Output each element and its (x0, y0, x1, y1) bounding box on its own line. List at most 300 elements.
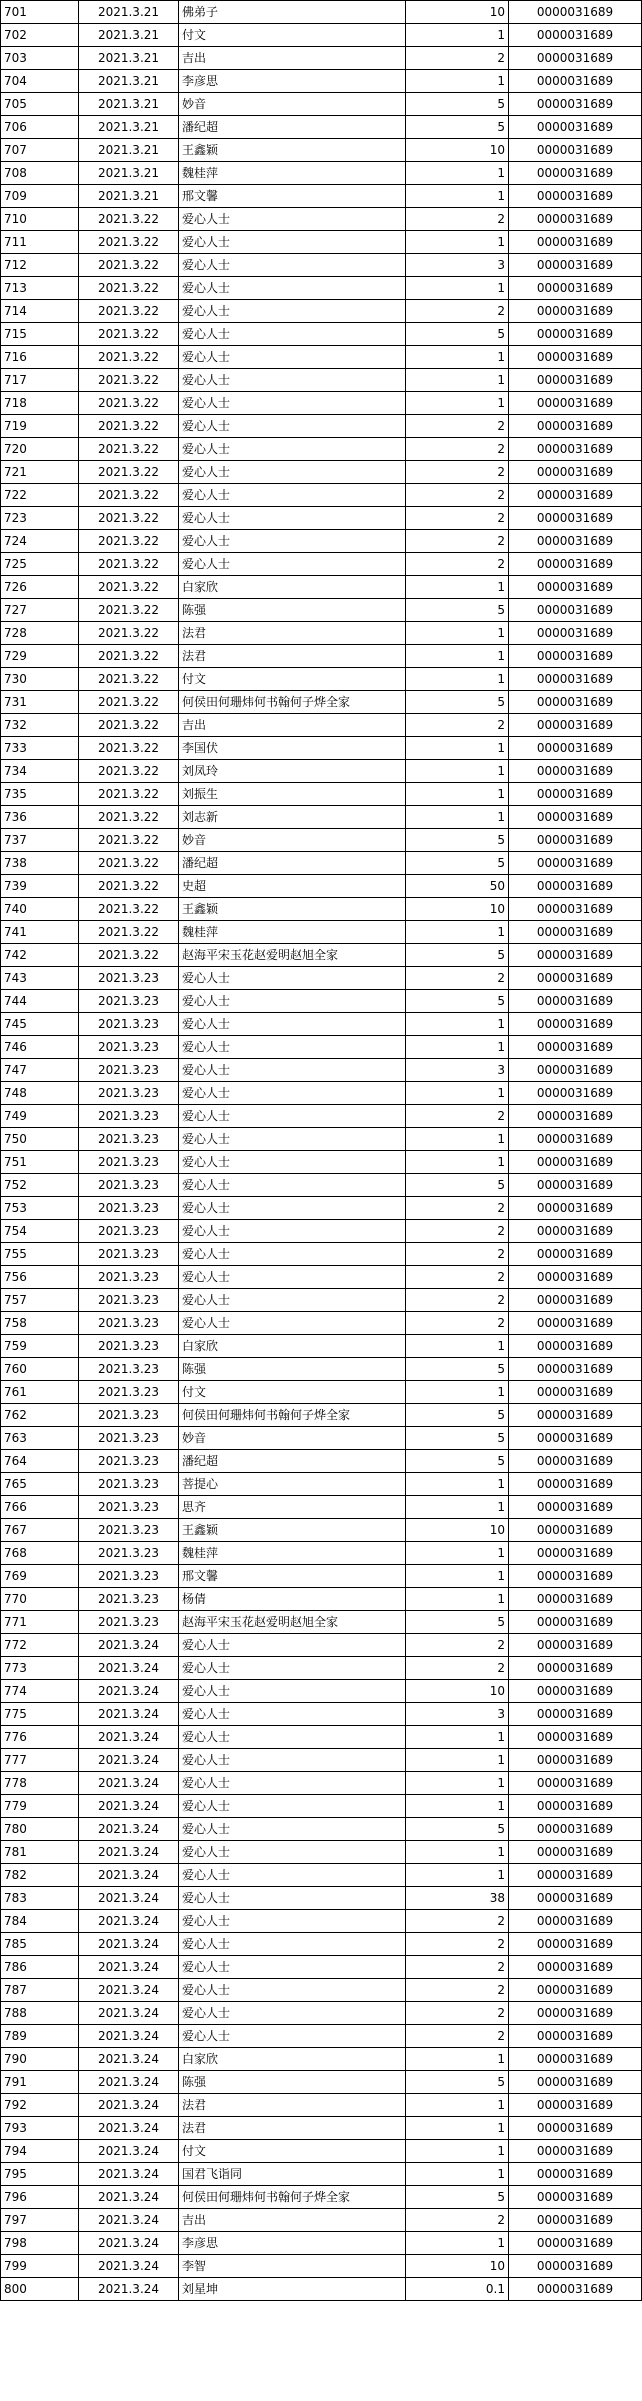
amount-cell: 1 (406, 1542, 509, 1565)
donor-name-cell: 陈强 (179, 599, 406, 622)
date-cell: 2021.3.22 (79, 323, 179, 346)
table-row (1, 1358, 642, 1381)
amount-cell: 5 (406, 829, 509, 852)
table-row (1, 1289, 642, 1312)
table-row (1, 70, 642, 93)
donor-name-cell: 陈强 (179, 2071, 406, 2094)
donor-name-cell: 爱心人士 (179, 2002, 406, 2025)
donor-name-cell: 爱心人士 (179, 2025, 406, 2048)
row-number-cell: 704 (1, 70, 79, 93)
date-cell: 2021.3.23 (79, 1082, 179, 1105)
amount-cell: 1 (406, 1082, 509, 1105)
date-cell: 2021.3.22 (79, 760, 179, 783)
donor-name-cell: 潘纪超 (179, 852, 406, 875)
row-number-cell: 766 (1, 1496, 79, 1519)
account-cell: 0000031689 (509, 1036, 642, 1059)
account-cell: 0000031689 (509, 438, 642, 461)
date-cell: 2021.3.24 (79, 1864, 179, 1887)
table-row (1, 346, 642, 369)
amount-cell: 2 (406, 300, 509, 323)
amount-cell: 1 (406, 2117, 509, 2140)
row-number-cell: 791 (1, 2071, 79, 2094)
account-cell: 0000031689 (509, 668, 642, 691)
table-row (1, 1703, 642, 1726)
date-cell: 2021.3.23 (79, 1013, 179, 1036)
row-number-cell: 715 (1, 323, 79, 346)
table-row (1, 162, 642, 185)
account-cell: 0000031689 (509, 829, 642, 852)
row-number-cell: 769 (1, 1565, 79, 1588)
amount-cell: 38 (406, 1887, 509, 1910)
donor-name-cell: 爱心人士 (179, 1910, 406, 1933)
donor-name-cell: 魏桂萍 (179, 921, 406, 944)
table-row (1, 714, 642, 737)
amount-cell: 2 (406, 2209, 509, 2232)
table-row (1, 208, 642, 231)
date-cell: 2021.3.22 (79, 208, 179, 231)
donor-name-cell: 何侯田何珊炜何书翰何子烨全家 (179, 2186, 406, 2209)
donor-name-cell: 赵海平宋玉花赵爱明赵旭全家 (179, 944, 406, 967)
table-row (1, 254, 642, 277)
amount-cell: 2 (406, 1933, 509, 1956)
amount-cell: 2 (406, 1266, 509, 1289)
account-cell: 0000031689 (509, 2186, 642, 2209)
row-number-cell: 708 (1, 162, 79, 185)
amount-cell: 5 (406, 1427, 509, 1450)
row-number-cell: 744 (1, 990, 79, 1013)
donor-name-cell: 刘凤玲 (179, 760, 406, 783)
donor-name-cell: 爱心人士 (179, 1243, 406, 1266)
donor-name-cell: 妙音 (179, 93, 406, 116)
amount-cell: 1 (406, 1036, 509, 1059)
amount-cell: 2 (406, 530, 509, 553)
date-cell: 2021.3.22 (79, 277, 179, 300)
donor-name-cell: 爱心人士 (179, 1036, 406, 1059)
donor-name-cell: 法君 (179, 645, 406, 668)
donor-name-cell: 爱心人士 (179, 1726, 406, 1749)
account-cell: 0000031689 (509, 2232, 642, 2255)
table-row (1, 1680, 642, 1703)
row-number-cell: 754 (1, 1220, 79, 1243)
amount-cell: 5 (406, 2186, 509, 2209)
table-row (1, 1887, 642, 1910)
row-number-cell: 795 (1, 2163, 79, 2186)
account-cell: 0000031689 (509, 2163, 642, 2186)
account-cell: 0000031689 (509, 1519, 642, 1542)
date-cell: 2021.3.24 (79, 2163, 179, 2186)
table-row (1, 484, 642, 507)
date-cell: 2021.3.21 (79, 93, 179, 116)
row-number-cell: 780 (1, 1818, 79, 1841)
row-number-cell: 737 (1, 829, 79, 852)
table-row (1, 277, 642, 300)
date-cell: 2021.3.22 (79, 691, 179, 714)
date-cell: 2021.3.23 (79, 1542, 179, 1565)
donor-name-cell: 邢文馨 (179, 1565, 406, 1588)
date-cell: 2021.3.24 (79, 2048, 179, 2071)
row-number-cell: 753 (1, 1197, 79, 1220)
account-cell: 0000031689 (509, 2071, 642, 2094)
row-number-cell: 734 (1, 760, 79, 783)
date-cell: 2021.3.22 (79, 898, 179, 921)
amount-cell: 2 (406, 714, 509, 737)
amount-cell: 10 (406, 1680, 509, 1703)
table-row (1, 2255, 642, 2278)
table-row (1, 2278, 642, 2301)
account-cell: 0000031689 (509, 254, 642, 277)
donor-name-cell: 爱心人士 (179, 392, 406, 415)
amount-cell: 1 (406, 645, 509, 668)
date-cell: 2021.3.24 (79, 1657, 179, 1680)
row-number-cell: 725 (1, 553, 79, 576)
amount-cell: 1 (406, 2163, 509, 2186)
date-cell: 2021.3.24 (79, 1887, 179, 1910)
amount-cell: 1 (406, 2232, 509, 2255)
row-number-cell: 751 (1, 1151, 79, 1174)
table-row (1, 530, 642, 553)
date-cell: 2021.3.22 (79, 254, 179, 277)
account-cell: 0000031689 (509, 185, 642, 208)
account-cell: 0000031689 (509, 1956, 642, 1979)
amount-cell: 1 (406, 806, 509, 829)
donor-name-cell: 爱心人士 (179, 1657, 406, 1680)
row-number-cell: 757 (1, 1289, 79, 1312)
date-cell: 2021.3.22 (79, 530, 179, 553)
row-number-cell: 742 (1, 944, 79, 967)
account-cell: 0000031689 (509, 1450, 642, 1473)
amount-cell: 2 (406, 1910, 509, 1933)
table-row (1, 2025, 642, 2048)
row-number-cell: 774 (1, 1680, 79, 1703)
account-cell: 0000031689 (509, 576, 642, 599)
amount-cell: 50 (406, 875, 509, 898)
account-cell: 0000031689 (509, 1404, 642, 1427)
table-row (1, 1174, 642, 1197)
table-row (1, 967, 642, 990)
amount-cell: 1 (406, 760, 509, 783)
row-number-cell: 728 (1, 622, 79, 645)
table-row (1, 139, 642, 162)
date-cell: 2021.3.22 (79, 576, 179, 599)
row-number-cell: 760 (1, 1358, 79, 1381)
amount-cell: 1 (406, 1772, 509, 1795)
date-cell: 2021.3.21 (79, 139, 179, 162)
row-number-cell: 718 (1, 392, 79, 415)
donor-name-cell: 爱心人士 (179, 1703, 406, 1726)
ledger-body (1, 1, 642, 2301)
table-row (1, 116, 642, 139)
donor-name-cell: 爱心人士 (179, 323, 406, 346)
row-number-cell: 775 (1, 1703, 79, 1726)
donor-name-cell: 爱心人士 (179, 231, 406, 254)
table-row (1, 507, 642, 530)
table-row (1, 944, 642, 967)
row-number-cell: 788 (1, 2002, 79, 2025)
amount-cell: 5 (406, 116, 509, 139)
donor-name-cell: 妙音 (179, 829, 406, 852)
donor-name-cell: 爱心人士 (179, 415, 406, 438)
donor-name-cell: 爱心人士 (179, 1979, 406, 2002)
donor-name-cell: 吉出 (179, 47, 406, 70)
row-number-cell: 710 (1, 208, 79, 231)
account-cell: 0000031689 (509, 599, 642, 622)
date-cell: 2021.3.22 (79, 507, 179, 530)
donor-name-cell: 吉出 (179, 714, 406, 737)
account-cell: 0000031689 (509, 1358, 642, 1381)
donor-name-cell: 爱心人士 (179, 1151, 406, 1174)
table-row (1, 1059, 642, 1082)
account-cell: 0000031689 (509, 530, 642, 553)
amount-cell: 1 (406, 1841, 509, 1864)
table-row (1, 1542, 642, 1565)
donor-name-cell: 爱心人士 (179, 1634, 406, 1657)
amount-cell: 1 (406, 162, 509, 185)
account-cell: 0000031689 (509, 1128, 642, 1151)
date-cell: 2021.3.24 (79, 1634, 179, 1657)
amount-cell: 2 (406, 438, 509, 461)
row-number-cell: 779 (1, 1795, 79, 1818)
row-number-cell: 758 (1, 1312, 79, 1335)
date-cell: 2021.3.23 (79, 1105, 179, 1128)
amount-cell: 5 (406, 1818, 509, 1841)
account-cell: 0000031689 (509, 875, 642, 898)
table-row (1, 737, 642, 760)
donor-name-cell: 爱心人士 (179, 1059, 406, 1082)
row-number-cell: 741 (1, 921, 79, 944)
account-cell: 0000031689 (509, 1174, 642, 1197)
amount-cell: 1 (406, 2140, 509, 2163)
date-cell: 2021.3.23 (79, 1588, 179, 1611)
row-number-cell: 729 (1, 645, 79, 668)
donor-name-cell: 爱心人士 (179, 208, 406, 231)
account-cell: 0000031689 (509, 1013, 642, 1036)
table-row (1, 1266, 642, 1289)
date-cell: 2021.3.22 (79, 231, 179, 254)
row-number-cell: 740 (1, 898, 79, 921)
account-cell: 0000031689 (509, 1059, 642, 1082)
table-row (1, 806, 642, 829)
amount-cell: 1 (406, 1795, 509, 1818)
date-cell: 2021.3.24 (79, 1841, 179, 1864)
row-number-cell: 721 (1, 461, 79, 484)
account-cell: 0000031689 (509, 1841, 642, 1864)
row-number-cell: 730 (1, 668, 79, 691)
date-cell: 2021.3.23 (79, 1404, 179, 1427)
table-row (1, 2071, 642, 2094)
account-cell: 0000031689 (509, 300, 642, 323)
amount-cell: 2 (406, 461, 509, 484)
date-cell: 2021.3.23 (79, 1473, 179, 1496)
donor-name-cell: 李国伏 (179, 737, 406, 760)
date-cell: 2021.3.24 (79, 1772, 179, 1795)
date-cell: 2021.3.24 (79, 1818, 179, 1841)
account-cell: 0000031689 (509, 93, 642, 116)
row-number-cell: 782 (1, 1864, 79, 1887)
row-number-cell: 712 (1, 254, 79, 277)
date-cell: 2021.3.22 (79, 645, 179, 668)
donor-name-cell: 爱心人士 (179, 1841, 406, 1864)
row-number-cell: 797 (1, 2209, 79, 2232)
amount-cell: 2 (406, 1105, 509, 1128)
amount-cell: 5 (406, 990, 509, 1013)
donor-name-cell: 爱心人士 (179, 507, 406, 530)
row-number-cell: 711 (1, 231, 79, 254)
account-cell: 0000031689 (509, 2255, 642, 2278)
account-cell: 0000031689 (509, 1634, 642, 1657)
amount-cell: 5 (406, 1404, 509, 1427)
table-row (1, 1726, 642, 1749)
donor-name-cell: 爱心人士 (179, 1933, 406, 1956)
date-cell: 2021.3.22 (79, 392, 179, 415)
amount-cell: 1 (406, 1335, 509, 1358)
row-number-cell: 792 (1, 2094, 79, 2117)
amount-cell: 0.1 (406, 2278, 509, 2301)
account-cell: 0000031689 (509, 1703, 642, 1726)
account-cell: 0000031689 (509, 1611, 642, 1634)
donor-name-cell: 爱心人士 (179, 1680, 406, 1703)
account-cell: 0000031689 (509, 1795, 642, 1818)
row-number-cell: 787 (1, 1979, 79, 2002)
amount-cell: 2 (406, 1657, 509, 1680)
account-cell: 0000031689 (509, 2025, 642, 2048)
amount-cell: 1 (406, 921, 509, 944)
table-row (1, 2048, 642, 2071)
row-number-cell: 733 (1, 737, 79, 760)
date-cell: 2021.3.24 (79, 2140, 179, 2163)
date-cell: 2021.3.24 (79, 1726, 179, 1749)
account-cell: 0000031689 (509, 1680, 642, 1703)
amount-cell: 1 (406, 1864, 509, 1887)
table-row (1, 1657, 642, 1680)
donor-name-cell: 王鑫颖 (179, 139, 406, 162)
table-row (1, 852, 642, 875)
account-cell: 0000031689 (509, 1082, 642, 1105)
amount-cell: 1 (406, 185, 509, 208)
table-row (1, 2117, 642, 2140)
account-cell: 0000031689 (509, 1726, 642, 1749)
amount-cell: 1 (406, 783, 509, 806)
donor-name-cell: 陈强 (179, 1358, 406, 1381)
amount-cell: 5 (406, 1174, 509, 1197)
date-cell: 2021.3.21 (79, 70, 179, 93)
amount-cell: 2 (406, 2002, 509, 2025)
table-row (1, 185, 642, 208)
table-row (1, 2094, 642, 2117)
account-cell: 0000031689 (509, 760, 642, 783)
amount-cell: 3 (406, 1059, 509, 1082)
row-number-cell: 785 (1, 1933, 79, 1956)
table-row (1, 760, 642, 783)
date-cell: 2021.3.23 (79, 967, 179, 990)
amount-cell: 5 (406, 1358, 509, 1381)
row-number-cell: 771 (1, 1611, 79, 1634)
donor-name-cell: 爱心人士 (179, 484, 406, 507)
account-cell: 0000031689 (509, 1220, 642, 1243)
date-cell: 2021.3.24 (79, 2002, 179, 2025)
row-number-cell: 793 (1, 2117, 79, 2140)
row-number-cell: 796 (1, 2186, 79, 2209)
row-number-cell: 784 (1, 1910, 79, 1933)
donor-name-cell: 邢文馨 (179, 185, 406, 208)
account-cell: 0000031689 (509, 1243, 642, 1266)
date-cell: 2021.3.22 (79, 852, 179, 875)
donor-name-cell: 刘星坤 (179, 2278, 406, 2301)
account-cell: 0000031689 (509, 70, 642, 93)
table-row (1, 1082, 642, 1105)
account-cell: 0000031689 (509, 1335, 642, 1358)
account-cell: 0000031689 (509, 1473, 642, 1496)
account-cell: 0000031689 (509, 2094, 642, 2117)
table-row (1, 2232, 642, 2255)
donor-name-cell: 赵海平宋玉花赵爱明赵旭全家 (179, 1611, 406, 1634)
table-row (1, 415, 642, 438)
account-cell: 0000031689 (509, 2002, 642, 2025)
date-cell: 2021.3.22 (79, 553, 179, 576)
date-cell: 2021.3.24 (79, 2025, 179, 2048)
amount-cell: 5 (406, 1450, 509, 1473)
table-row (1, 1956, 642, 1979)
amount-cell: 1 (406, 1013, 509, 1036)
donor-name-cell: 爱心人士 (179, 1289, 406, 1312)
amount-cell: 3 (406, 1703, 509, 1726)
date-cell: 2021.3.22 (79, 921, 179, 944)
amount-cell: 1 (406, 1128, 509, 1151)
account-cell: 0000031689 (509, 1, 642, 24)
donor-name-cell: 何侯田何珊炜何书翰何子烨全家 (179, 691, 406, 714)
donor-name-cell: 爱心人士 (179, 277, 406, 300)
row-number-cell: 748 (1, 1082, 79, 1105)
row-number-cell: 716 (1, 346, 79, 369)
table-row (1, 553, 642, 576)
amount-cell: 1 (406, 1749, 509, 1772)
table-row (1, 47, 642, 70)
table-row (1, 921, 642, 944)
table-row (1, 1450, 642, 1473)
row-number-cell: 773 (1, 1657, 79, 1680)
date-cell: 2021.3.24 (79, 2232, 179, 2255)
amount-cell: 5 (406, 323, 509, 346)
date-cell: 2021.3.23 (79, 1496, 179, 1519)
account-cell: 0000031689 (509, 1818, 642, 1841)
account-cell: 0000031689 (509, 806, 642, 829)
account-cell: 0000031689 (509, 2117, 642, 2140)
donor-name-cell: 爱心人士 (179, 1749, 406, 1772)
amount-cell: 1 (406, 392, 509, 415)
date-cell: 2021.3.23 (79, 1266, 179, 1289)
table-row (1, 1335, 642, 1358)
row-number-cell: 767 (1, 1519, 79, 1542)
row-number-cell: 765 (1, 1473, 79, 1496)
amount-cell: 2 (406, 1312, 509, 1335)
table-row (1, 691, 642, 714)
amount-cell: 10 (406, 1, 509, 24)
amount-cell: 2 (406, 1634, 509, 1657)
date-cell: 2021.3.21 (79, 185, 179, 208)
account-cell: 0000031689 (509, 1979, 642, 2002)
account-cell: 0000031689 (509, 24, 642, 47)
account-cell: 0000031689 (509, 1749, 642, 1772)
donor-name-cell: 史超 (179, 875, 406, 898)
row-number-cell: 768 (1, 1542, 79, 1565)
row-number-cell: 719 (1, 415, 79, 438)
date-cell: 2021.3.22 (79, 346, 179, 369)
row-number-cell: 794 (1, 2140, 79, 2163)
donor-name-cell: 国君飞诣同 (179, 2163, 406, 2186)
table-row (1, 1496, 642, 1519)
donor-name-cell: 爱心人士 (179, 1174, 406, 1197)
donor-name-cell: 法君 (179, 622, 406, 645)
table-row (1, 1933, 642, 1956)
